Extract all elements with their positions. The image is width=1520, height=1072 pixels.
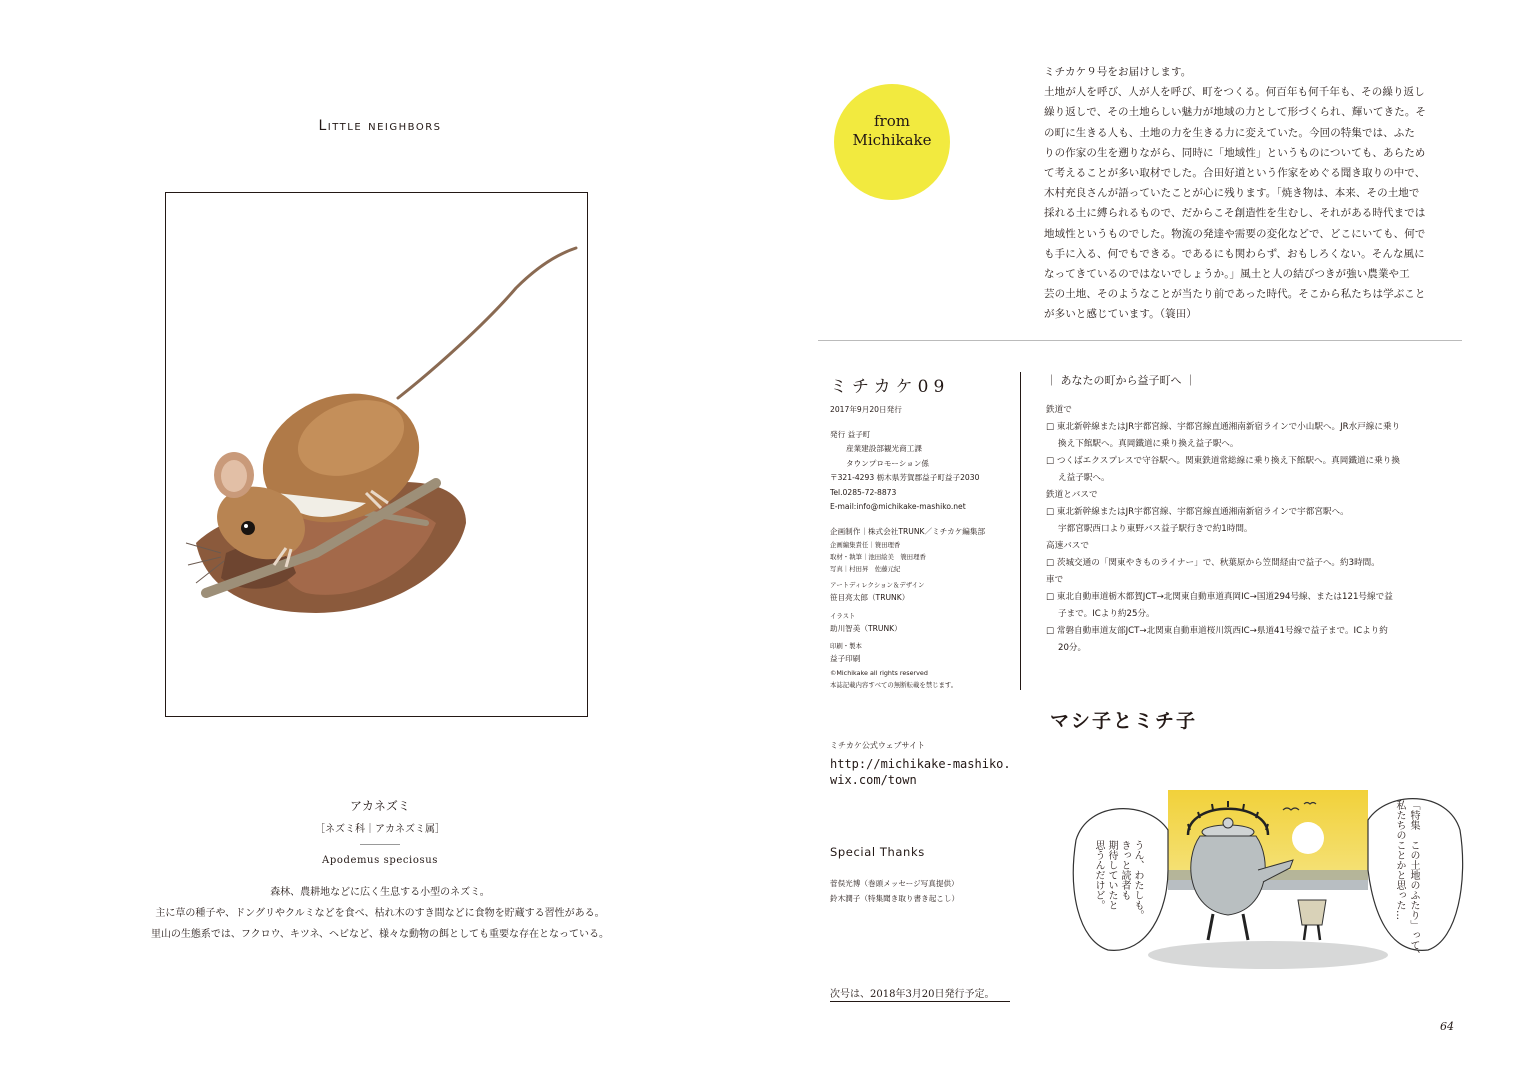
speech-bubble-left: [1092, 840, 1144, 960]
next-issue-notice: 次号は、2018年3月20日発行予定。: [830, 989, 995, 1000]
magazine-logo: ミチカケ09: [830, 377, 950, 397]
access-category: 鉄道で: [1046, 405, 1072, 415]
note-line: て考えることが多い取材でした。合田好道という作家をめぐる聞き取りの中で、: [1044, 167, 1426, 180]
note-line: 地域性というものでした。物流の発達や需要の変化などで、どこにいても、何で: [1044, 227, 1426, 240]
bubble-line: うん、わたしも。: [1132, 840, 1143, 920]
access-route: 20分。: [1058, 643, 1087, 653]
illustration-frame: [165, 192, 588, 717]
note-line: も手に入る、何でもできる。であるにも関わらず、おもしろくない。そんな風に: [1044, 247, 1425, 260]
publisher-tel: Tel.0285-72-8873: [830, 487, 897, 497]
bubble-line: 「特集 この土地のふたり」って、: [1408, 800, 1419, 960]
access-category: 高速バスで: [1046, 541, 1089, 551]
horizontal-divider: [818, 340, 1462, 341]
note-line: が多いと感じています。（簑田）: [1044, 308, 1197, 321]
bubble-line: 私たちのことかと思った…: [1394, 800, 1405, 920]
note-line: 木村充良さんが語っていたことが心に残ります。「焼き物は、本来、その土地で: [1044, 187, 1420, 200]
bubble-line: 思うんだけど。: [1093, 840, 1104, 910]
credit-label: 印刷・製本: [830, 642, 862, 650]
access-route: 子まで。ICより約25分。: [1058, 609, 1155, 619]
note-line: 土地が人を呼び、人が人を呼び、町をつくる。何百年も何千年も、その繰り返し: [1044, 86, 1425, 99]
description-line: 主に草の種子や、ドングリやクルミなどを食べ、枯れ木のすき間などに食物を貯蔵する習性がある。: [155, 908, 605, 919]
website-label: ミチカケ公式ウェブサイト: [830, 741, 925, 750]
colophon: [830, 372, 1016, 691]
access-route: 宇都宮駅西口より東野バス益子駅行きで約1時間。: [1058, 524, 1253, 534]
access-route: え益子駅へ。: [1058, 473, 1110, 483]
species-description: [110, 882, 650, 945]
publisher-line: 発行 益子町: [830, 429, 871, 439]
access-route: 換え下館駅へ。真岡鐵道に乗り換え益子駅へ。: [1058, 439, 1239, 449]
note-line: ミチカケ９号をお届けします。: [1044, 66, 1192, 78]
note-line: なってきているのではないでしょうか。」風土と人の結びつきが強い農業や工: [1044, 268, 1410, 281]
note-line: 繰り返しで、その土地らしい魅力が地域の力として形づくられ、輝いてきた。そ: [1044, 106, 1427, 119]
publisher-email: E-mail:info@michikake-mashiko.net: [830, 502, 966, 511]
description-line: 森林、農耕地などに広く生息する小型のネズミ。: [270, 887, 490, 898]
thanks-line: 菅俣光博（巻頭メッセージ写真提供）: [830, 879, 959, 888]
publisher-line: タウンプロモーション係: [846, 458, 929, 468]
credit-label: アートディレクション＆デザイン: [830, 581, 925, 589]
special-thanks-list: [830, 876, 959, 906]
copyright: ©Michikake all rights reserved: [830, 668, 928, 677]
access-route: □ 東北新幹線またはJR宇都宮線、宇都宮線直通湘南新宿ラインで宇都宮駅へ。: [1046, 507, 1349, 517]
website-url-line[interactable]: wix.com/town: [830, 773, 917, 787]
access-heading: ｜ あなたの町から益子町へ ｜: [1046, 374, 1196, 387]
note-line: 芸の土地、そのようなことが当たり前であった時代。そこから私たちは学ぶこと: [1044, 288, 1426, 301]
comic-title: マシ子とミチ子: [1050, 710, 1198, 732]
bubble-line: 期待していたと: [1106, 840, 1117, 910]
access-category: 車で: [1046, 575, 1064, 585]
access-route: □ 常磐自動車道友部JCT→北関東自動車道桜川筑西IC→県道41号線で益子まで。ICより約: [1046, 626, 1388, 636]
access-route: □ 茨城交通の「関東やきものライナー」で、秋葉原から笠間経由で益子へ。約3時間。: [1046, 558, 1380, 568]
editor-note: [1044, 62, 1468, 325]
species-japanese-name: アカネズミ: [350, 799, 410, 813]
bubble-line: きっと読者も: [1119, 840, 1130, 900]
credit-line: 企画制作｜株式会社TRUNK／ミチカケ編集部: [830, 526, 986, 536]
website-url-line[interactable]: http://michikake-mashiko.: [830, 757, 1011, 771]
credit-value: 笹目亮太郎（TRUNK）: [830, 593, 910, 602]
description-line: 里山の生態系では、フクロウ、キツネ、ヘビなど、様々な動物の餌としても重要な存在となっている。: [150, 929, 610, 940]
credit-line: 企画編集責任｜簑田理香: [830, 541, 901, 549]
badge-text: [834, 112, 950, 150]
access-route: □ 東北自動車道栃木都賀JCT→北関東自動車道真岡IC→国道294号線、または121号線で益: [1046, 592, 1393, 602]
credit-value: 益子印刷: [830, 654, 861, 663]
access-route: □ つくばエクスプレスで守谷駅へ。関東鉄道常総線に乗り換え下館駅へ。真岡鐵道に乗り換: [1046, 456, 1400, 466]
publisher-line: 産業建設部観光商工課: [846, 444, 922, 453]
website-link[interactable]: [830, 756, 1011, 788]
reprint-notice: 本誌記載内容すべての無断転載を禁じます。: [830, 680, 958, 689]
note-line: りの作家の生を遡りながら、同時に「地域性」というものについても、あらため: [1044, 146, 1426, 159]
special-thanks-heading: Special Thanks: [830, 845, 925, 859]
speech-bubble-right: [1392, 800, 1420, 960]
credit-line: 写真｜村田昇 佐藤元紀: [830, 565, 901, 573]
access-category: 鉄道とバスで: [1046, 490, 1098, 500]
note-line: の町に生きる人も、土地の力を生きる力に変えていた。今回の特集では、ふた: [1044, 126, 1415, 139]
credit-label: イラスト: [830, 611, 856, 620]
page-number: 64: [1440, 1020, 1454, 1033]
access-info: [1046, 372, 1466, 657]
species-family: ［ネズミ科｜アカネズミ属］: [315, 824, 445, 835]
issue-date: 2017年9月20日発行: [830, 405, 902, 414]
species-latin-name: Apodemus speciosus: [322, 855, 438, 866]
divider: [360, 844, 400, 845]
access-route: □ 東北新幹線またはJR宇都宮線、宇都宮線直通湘南新宿ラインで小山駅へ。JR水戸線に乗り: [1046, 422, 1401, 432]
publisher-address: 〒321-4293 栃木県芳賀郡益子町益子2030: [830, 473, 980, 482]
mouse-illustration: [166, 193, 587, 716]
section-title: Little neighbors: [318, 118, 442, 134]
thanks-line: 鈴木潤子（特集聞き取り書き起こし）: [830, 894, 960, 903]
badge-line: from: [874, 112, 910, 130]
note-line: 採れる土に縛られるもので、だからこそ創造性を生むし、それがある時代までは: [1044, 207, 1426, 220]
badge-line: Michikake: [852, 131, 932, 149]
vertical-divider: [1020, 372, 1021, 690]
credit-value: 助川智美（TRUNK）: [830, 623, 902, 633]
underline: [830, 1001, 1010, 1002]
credit-line: 取材・執筆｜池田絵美 簑田理香: [830, 553, 926, 561]
